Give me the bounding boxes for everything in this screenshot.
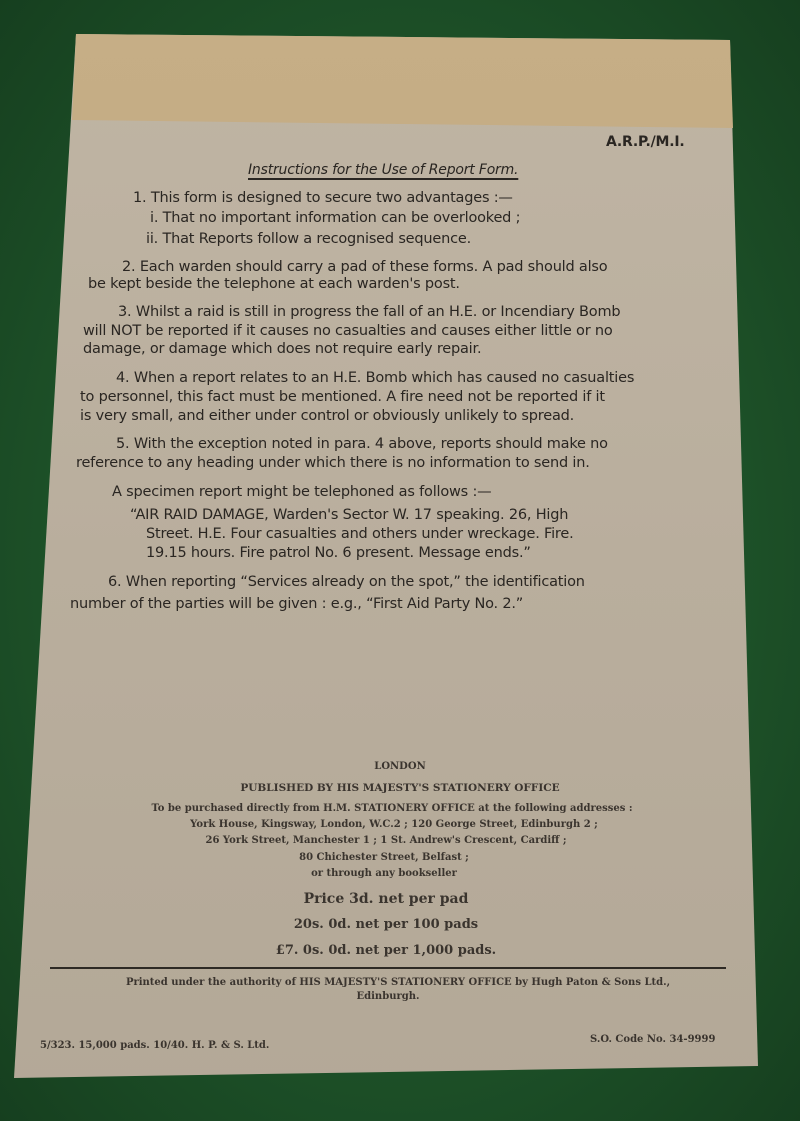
para-5-line: reference to any heading under which there is no information to send in. xyxy=(76,455,590,471)
specimen-lead: A specimen report might be telephoned as follows :— xyxy=(112,484,492,500)
specimen-line: “AIR RAID DAMAGE, Warden's Sector W. 17 speaking. 26, High xyxy=(130,507,569,523)
para-6-line: 6. When reporting “Services already on the spot,” the identification xyxy=(108,574,585,590)
price-per-100: 20s. 0d. net per 100 pads xyxy=(293,917,479,932)
publisher-city: LONDON xyxy=(374,761,426,772)
address-line: York House, Kingsway, London, W.C.2 ; 120 George Street, Edinburgh 2 ; xyxy=(190,819,598,830)
para-3-line: 3. Whilst a raid is still in progress the fall of an H.E. or Incendiary Bomb xyxy=(118,304,621,320)
address-line: To be purchased directly from H.M. STATIONERY OFFICE at the following addresses : xyxy=(151,803,633,814)
para-1-lead: 1. This form is designed to secure two advantages :— xyxy=(133,190,513,206)
divider-rule xyxy=(50,967,726,969)
imprint-line: Printed under the authority of HIS MAJESTY'S STATIONERY OFFICE by Hugh Paton & Sons Ltd., xyxy=(125,977,671,988)
para-2-line: 2. Each warden should carry a pad of these forms. A pad should also xyxy=(122,259,608,275)
para-3-line: damage, or damage which does not require early repair. xyxy=(83,341,482,357)
specimen-line: 19.15 hours. Fire patrol No. 6 present. Message ends.” xyxy=(146,545,531,561)
address-line: or through any bookseller xyxy=(311,868,457,879)
specimen-line: Street. H.E. Four casualties and others under wreckage. Fire. xyxy=(146,526,574,542)
para-3-line: will NOT be reported if it causes no casualties and causes either little or no xyxy=(83,323,613,339)
para-4-line: 4. When a report relates to an H.E. Bomb which has caused no casualties xyxy=(116,370,635,386)
form-code: A.R.P./M.I. xyxy=(606,134,685,150)
para-4-line: to personnel, this fact must be mentioned. A fire need not be reported if it xyxy=(80,389,605,405)
price-per-pad: Price 3d. net per pad xyxy=(303,891,469,907)
print-run-info: 5/323. 15,000 pads. 10/40. H. P. & S. Ltd. xyxy=(40,1040,270,1051)
address-line: 80 Chichester Street, Belfast ; xyxy=(299,852,469,863)
publisher-line: PUBLISHED BY HIS MAJESTY'S STATIONERY OFFICE xyxy=(240,782,560,794)
price-per-1000: £7. 0s. 0d. net per 1,000 pads. xyxy=(275,943,497,958)
imprint-line: Edinburgh. xyxy=(356,991,420,1002)
para-1-i: i. That no important information can be overlooked ; xyxy=(150,210,521,226)
so-code: S.O. Code No. 34-9999 xyxy=(590,1034,716,1045)
para-6-line: number of the parties will be given : e.g., “First Aid Party No. 2.” xyxy=(70,596,524,612)
para-4-line: is very small, and either under control or obviously unlikely to spread. xyxy=(80,408,575,424)
para-5-line: 5. With the exception noted in para. 4 above, reports should make no xyxy=(116,436,608,452)
para-1-ii: ii. That Reports follow a recognised sequence. xyxy=(146,231,472,247)
para-2-line: be kept beside the telephone at each warden's post. xyxy=(88,276,460,292)
page-title: Instructions for the Use of Report Form. xyxy=(248,162,519,178)
address-line: 26 York Street, Manchester 1 ; 1 St. Andrew's Crescent, Cardiff ; xyxy=(205,835,567,846)
